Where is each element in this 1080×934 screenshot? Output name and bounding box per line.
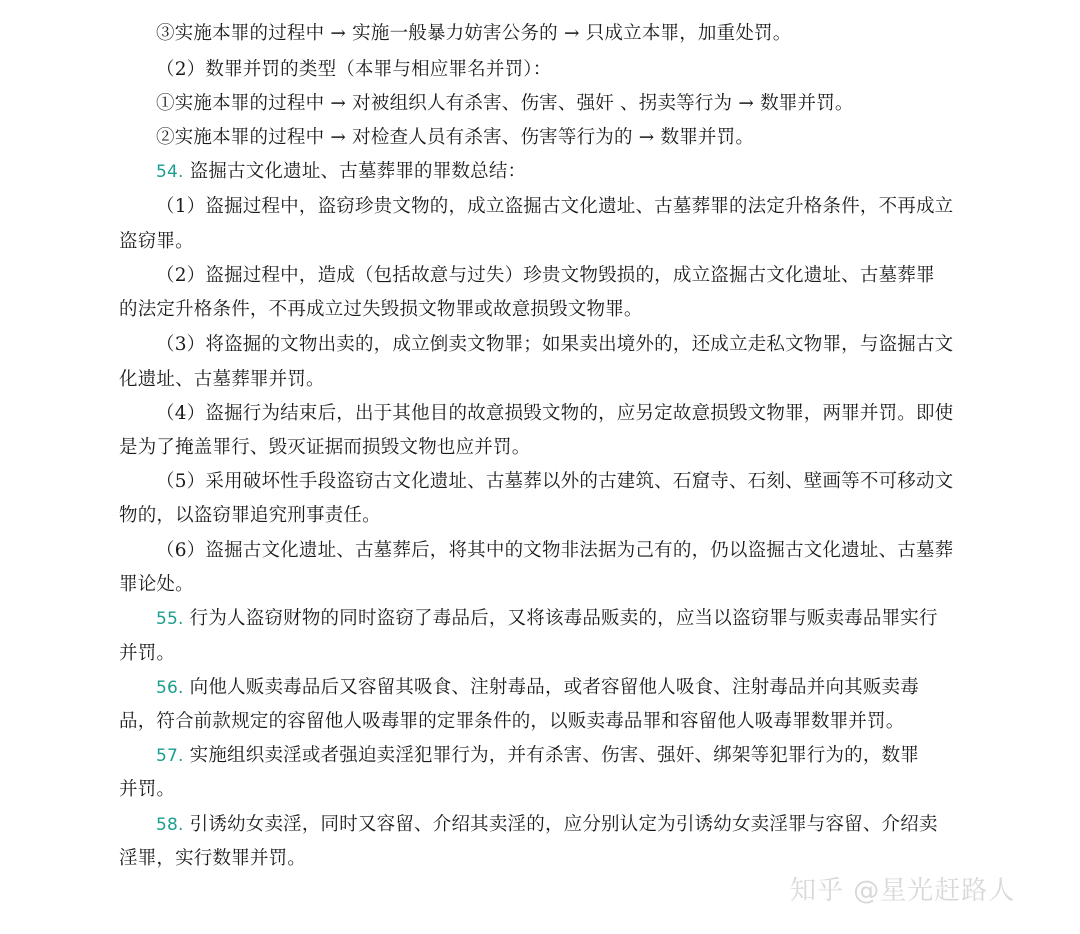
text-line: （4）盗掘行为结束后，出于其他目的故意损毁文物的，应另定故意损毁文物罪，两罪并罚。即使 bbox=[156, 403, 954, 424]
item-number: 58. bbox=[156, 815, 184, 835]
text-line: （2）盗掘过程中，造成（包括故意与过失）珍贵文物毁损的，成立盗掘古文化遗址、古墓葬罪 bbox=[156, 265, 935, 286]
item-58 bbox=[156, 813, 938, 837]
zhihu-watermark: 知乎 @星光赶路人 bbox=[790, 876, 1016, 906]
item-number: 55. bbox=[156, 609, 184, 629]
text-line: 的法定升格条件，不再成立过失毁损文物罪或故意损毁文物罪。 bbox=[119, 299, 643, 320]
item-text: 实施组织卖淫或者强迫卖淫犯罪行为，并有杀害、伤害、强奸、绑架等犯罪行为的，数罪 bbox=[189, 745, 919, 766]
item-number: 54. bbox=[156, 162, 184, 182]
item-number: 56. bbox=[156, 678, 184, 698]
text-line: 并罚。 bbox=[119, 643, 176, 664]
text-line: 化遗址、古墓葬罪并罚。 bbox=[119, 369, 325, 390]
text-line: ②实施本罪的过程中 → 对检查人员有杀害、伤害等行为的 → 数罪并罚。 bbox=[156, 127, 755, 148]
text-line: （2）数罪并罚的类型（本罪与相应罪名并罚）： bbox=[156, 59, 552, 80]
item-55 bbox=[156, 607, 938, 631]
item-57 bbox=[156, 744, 919, 768]
text-line: 是为了掩盖罪行、毁灭证据而损毁文物也应并罚。 bbox=[119, 437, 531, 458]
text-line: 淫罪，实行数罪并罚。 bbox=[119, 848, 307, 869]
text-line: （1）盗掘过程中，盗窃珍贵文物的，成立盗掘古文化遗址、古墓葬罪的法定升格条件，不再成立 bbox=[156, 196, 954, 217]
item-56 bbox=[156, 676, 919, 700]
text-line: 罪论处。 bbox=[119, 574, 194, 595]
item-text: 引诱幼女卖淫，同时又容留、介绍其卖淫的，应分别认定为引诱幼女卖淫罪与容留、介绍卖 bbox=[189, 814, 938, 835]
text-line: （3）将盗掘的文物出卖的，成立倒卖文物罪；如果卖出境外的，还成立走私文物罪，与盗掘古文 bbox=[156, 334, 954, 355]
text-line: 物的，以盗窃罪追究刑事责任。 bbox=[119, 505, 381, 526]
item-text: 向他人贩卖毒品后又容留其吸食、注射毒品，或者容留他人吸食、注射毒品并向其贩卖毒 bbox=[189, 677, 919, 698]
text-line: （6）盗掘古文化遗址、古墓葬后，将其中的文物非法据为己有的，仍以盗掘古文化遗址、古墓葬 bbox=[156, 540, 954, 561]
text-line: 品，符合前款规定的容留他人吸毒罪的定罪条件的，以贩卖毒品罪和容留他人吸毒罪数罪并罚。 bbox=[119, 711, 905, 732]
item-text: 盗掘古文化遗址、古墓葬罪的罪数总结： bbox=[189, 161, 527, 182]
text-line: ③实施本罪的过程中 → 实施一般暴力妨害公务的 → 只成立本罪，加重处罚。 bbox=[156, 23, 792, 44]
item-text: 行为人盗窃财物的同时盗窃了毒品后，又将该毒品贩卖的，应当以盗窃罪与贩卖毒品罪实行 bbox=[189, 608, 938, 629]
item-54 bbox=[156, 160, 526, 184]
text-line: 盗窃罪。 bbox=[119, 231, 194, 252]
text-line: 并罚。 bbox=[119, 779, 176, 800]
text-line: ①实施本罪的过程中 → 对被组织人有杀害、伤害、强奸 、拐卖等行为 → 数罪并罚。 bbox=[156, 93, 854, 114]
text-line: （5）采用破坏性手段盗窃古文化遗址、古墓葬以外的古建筑、石窟寺、石刻、壁画等不可移动文 bbox=[156, 471, 954, 492]
item-number: 57. bbox=[156, 746, 184, 766]
